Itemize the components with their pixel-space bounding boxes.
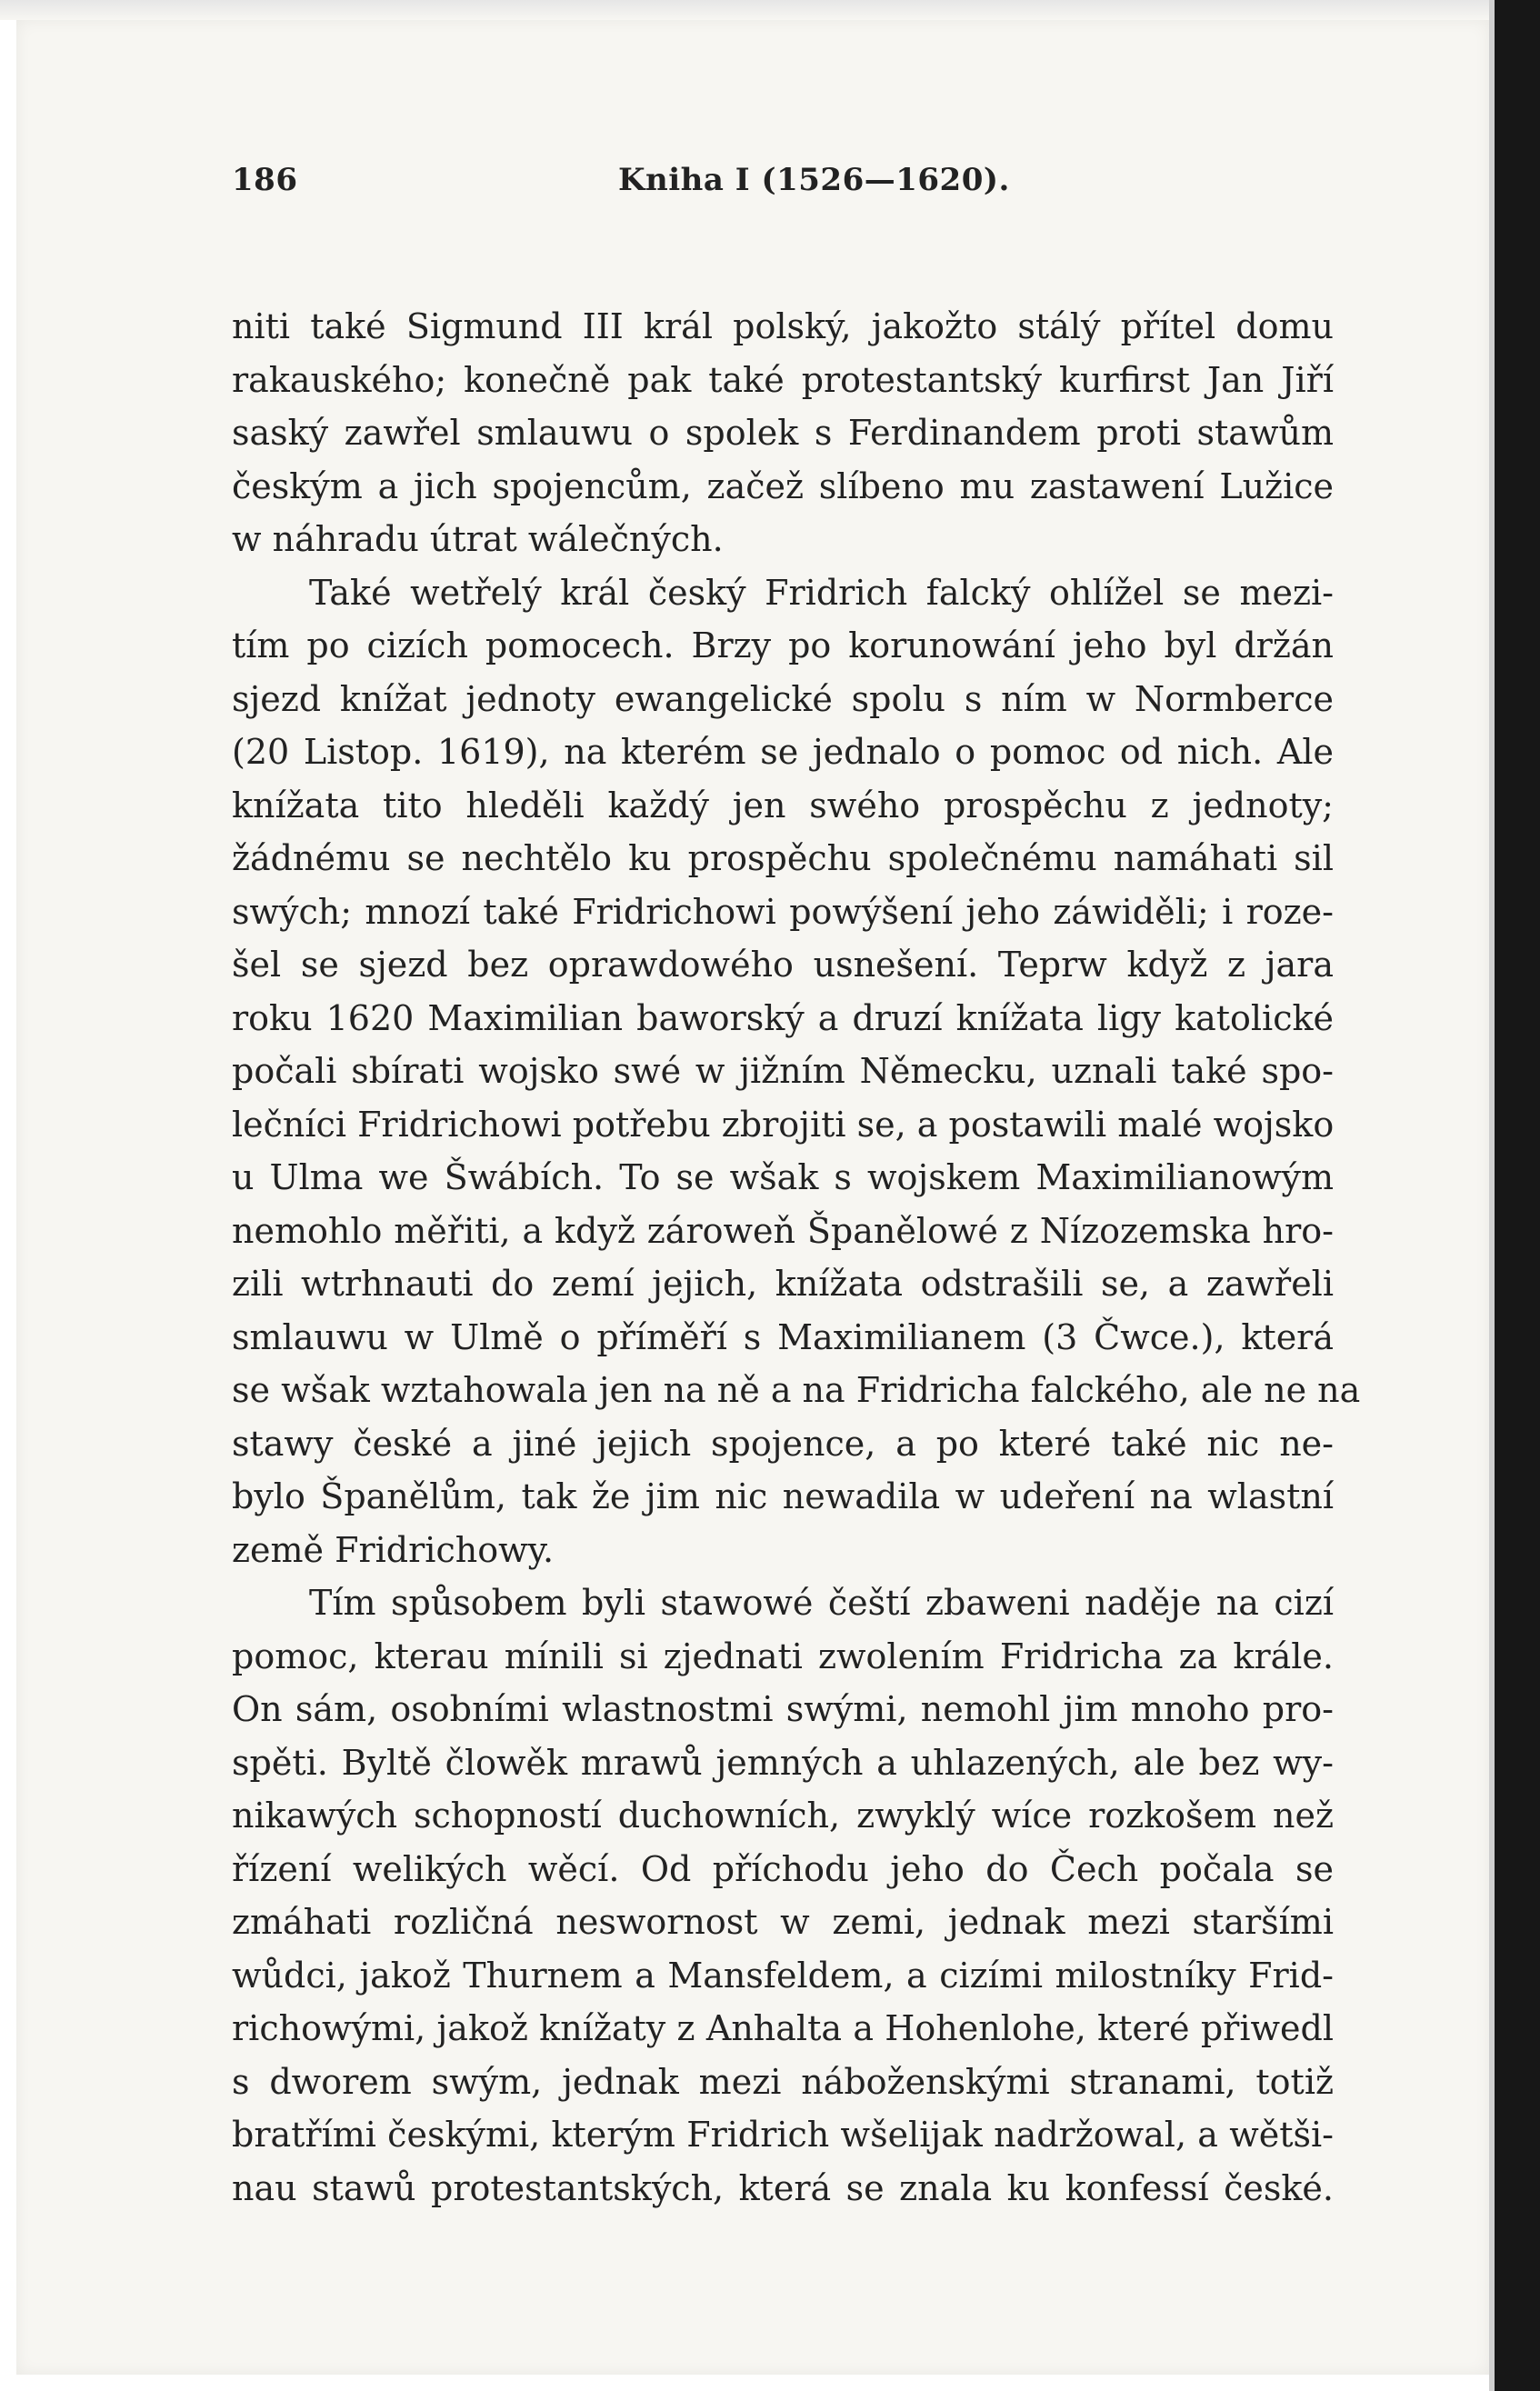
running-title: Kniha I (1526—1620). bbox=[618, 162, 1010, 198]
text-line: niti také Sigmund III král polský, jakožto stálý přítel domu bbox=[232, 306, 1334, 346]
text-line: richowými, jakož knížaty z Anhalta a Hohenlohe, které přiwedl bbox=[232, 2008, 1334, 2048]
text-line: nau stawů protestantských, která se znala ku konfessí české. bbox=[232, 2167, 1334, 2208]
text-line: řízení welikých wěcí. Od příchodu jeho do Čech počala se bbox=[232, 1848, 1334, 1889]
text-line: Také wetřelý král český Fridrich falcký ohlížel se mezi- bbox=[309, 572, 1334, 613]
text-line: nikawých schopností duchowních, zwyklý wíce rozkošem než bbox=[232, 1796, 1334, 1836]
text-line: země Fridrichowy. bbox=[232, 1529, 555, 1570]
text-line: nemohlo měřiti, a když zároweň Španělowé z Nízozemska hro- bbox=[232, 1210, 1334, 1251]
text-line: swých; mnozí také Fridrichowi powýšení jeho záwiděli; i roze- bbox=[232, 891, 1334, 932]
book-page bbox=[232, 136, 1361, 2215]
text-line: s dworem swým, jednak mezi náboženskými stranami, totiž bbox=[232, 2061, 1334, 2102]
text-line: smlauwu w Ulmě o příměří s Maximilianem (3 Čwce.), která bbox=[232, 1316, 1334, 1357]
text-line: knížata tito hleděli každý jen swého prospěchu z jednoty; bbox=[232, 785, 1334, 825]
text-line: zmáhati rozličná neswornost w zemi, jednak mezi staršími bbox=[232, 1902, 1334, 1942]
text-line: u Ulma we Šwábích. To se wšak s wojskem Maximilianowým bbox=[232, 1157, 1334, 1197]
text-line: roku 1620 Maximilian baworský a druzí knížata ligy katolické bbox=[232, 997, 1334, 1038]
paragraph-1 bbox=[232, 300, 1334, 566]
text-line: saský zawřel smlauwu o spolek s Ferdinandem proti stawům bbox=[232, 413, 1334, 453]
text-line: sjezd knížat jednoty ewangelické spolu s ním w Normberce bbox=[232, 678, 1334, 719]
text-line: českým a jich spojencům, začež slíbeno mu zastawení Lužice bbox=[232, 465, 1334, 506]
text-line: w náhradu útrat wálečných. bbox=[232, 519, 724, 559]
paragraph-2 bbox=[232, 566, 1361, 1577]
text-line: bratřími českými, kterým Fridrich wšelijak nadržowal, a wětši- bbox=[232, 2115, 1334, 2155]
paragraph-3 bbox=[232, 1576, 1334, 2215]
text-line: žádnému se nechtělo ku prospěchu společnému namáhati sil bbox=[232, 838, 1334, 878]
scan-right-border bbox=[1495, 0, 1540, 2391]
text-line: tím po cizích pomocech. Brzy po korunowání jeho byl držán bbox=[232, 625, 1334, 665]
body-text bbox=[232, 300, 1361, 2215]
text-line: pomoc, kterau mínili si zjednati zwolením Fridricha za krále. bbox=[232, 1636, 1334, 1676]
scan-top-edge bbox=[0, 0, 1489, 20]
text-line: lečníci Fridrichowi potřebu zbrojiti se, a postawili malé wojsko bbox=[232, 1104, 1335, 1145]
text-line: se wšak wztahowala jen na ně a na Fridricha falckého, ale ne na bbox=[232, 1370, 1361, 1410]
text-line: Tím spůsobem byli stawowé čeští zbaweni naděje na cizí bbox=[309, 1583, 1334, 1623]
running-header bbox=[232, 136, 1334, 198]
text-line: bylo Španělům, tak že jim nic newadila w udeření na wlastní bbox=[232, 1476, 1334, 1516]
page-number: 186 bbox=[232, 162, 298, 198]
text-line: wůdci, jakož Thurnem a Mansfeldem, a cizími milostníky Frid- bbox=[232, 1955, 1334, 1996]
text-line: šel se sjezd bez oprawdowého usnešení. Teprw když z jara bbox=[232, 945, 1334, 985]
text-line: rakauského; konečně pak také protestantský kurfirst Jan Jiří bbox=[232, 359, 1334, 400]
text-line: On sám, osobními wlastnostmi swými, nemohl jim mnoho pro- bbox=[232, 1689, 1334, 1729]
text-line: (20 Listop. 1619), na kterém se jednalo o pomoc od nich. Ale bbox=[232, 732, 1334, 772]
text-line: spěti. Byltě člowěk mrawů jemných a uhlazených, ale bez wy- bbox=[232, 1742, 1334, 1783]
text-line: zili wtrhnauti do zemí jejich, knížata odstrašili se, a zawřeli bbox=[232, 1264, 1334, 1304]
text-line: stawy české a jiné jejich spojence, a po které také nic ne- bbox=[232, 1423, 1334, 1464]
text-line: počali sbírati wojsko swé w jižním Německu, uznali také spo- bbox=[232, 1051, 1334, 1091]
